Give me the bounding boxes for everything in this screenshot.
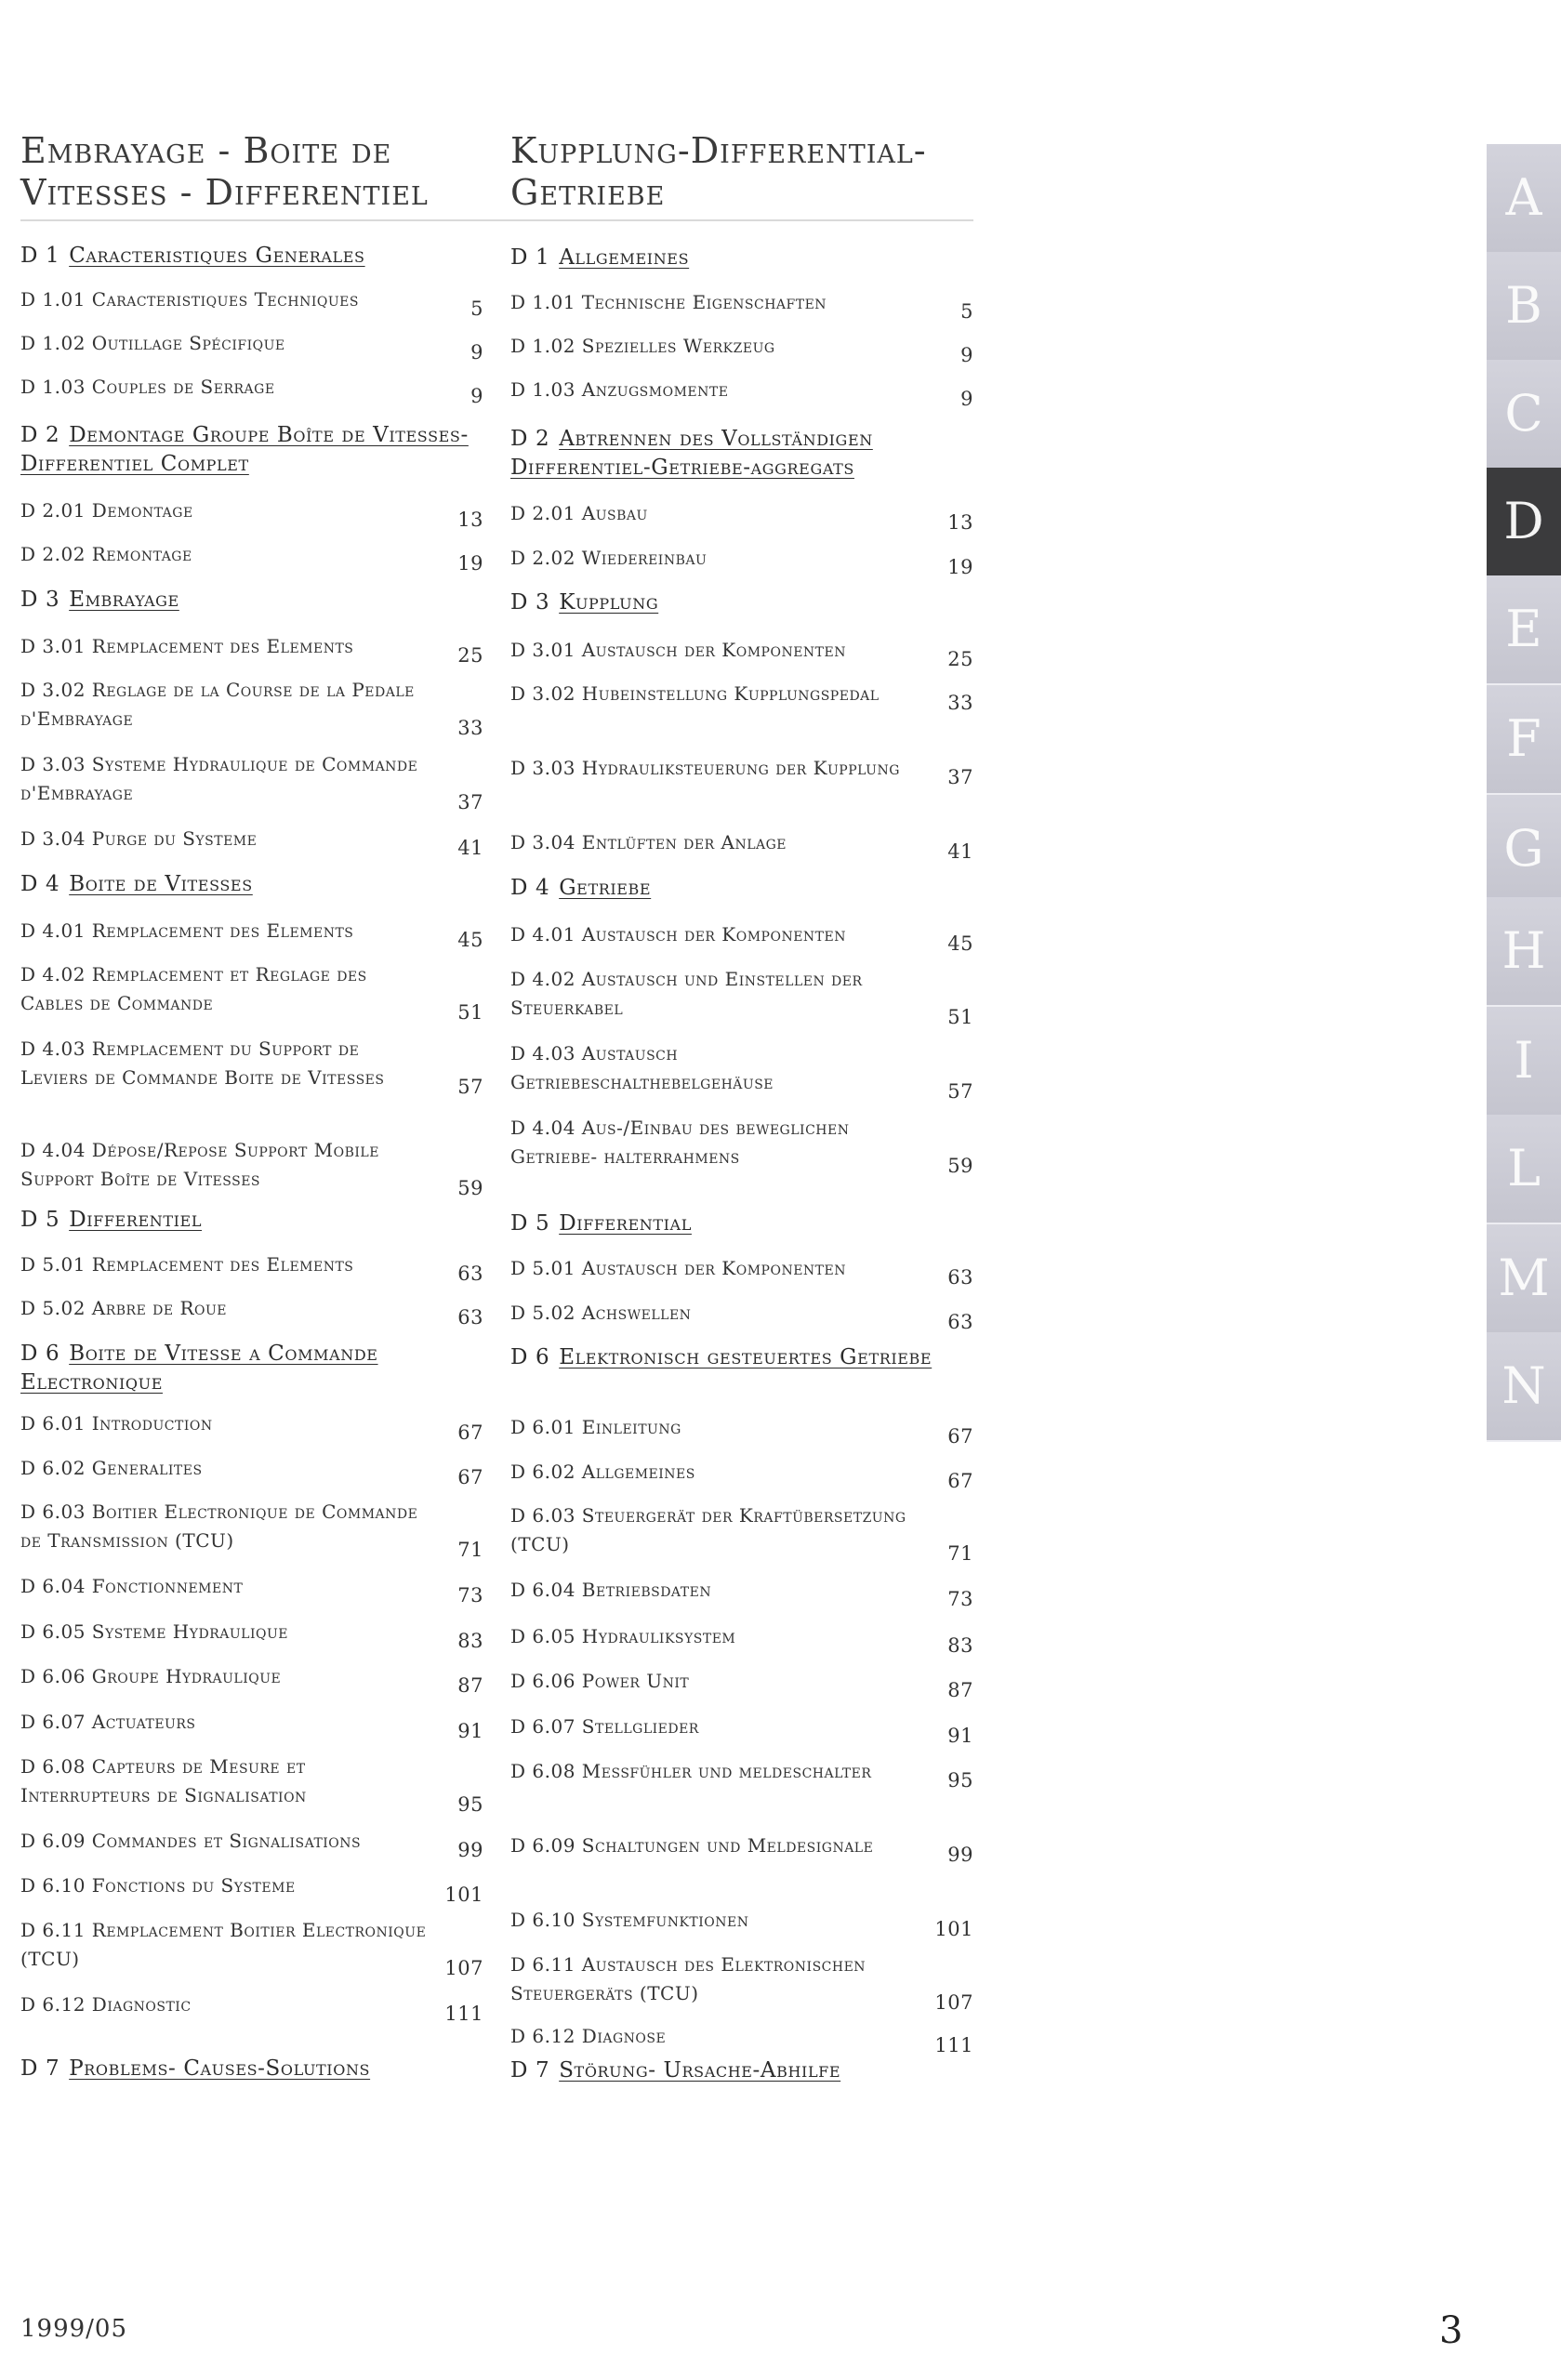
toc-entry: [20, 496, 483, 531]
section-title: Getriebe: [559, 876, 652, 900]
entry-page-number: 33: [947, 692, 973, 714]
entry-page-number: 45: [947, 932, 973, 955]
entry-page-number: 73: [947, 1588, 973, 1610]
entry-page-number: 87: [947, 1679, 973, 1701]
german-heading-line2: Getriebe: [510, 172, 666, 213]
toc-entry: [510, 1299, 973, 1333]
toc-entry: [510, 1831, 973, 1866]
toc-entry: [510, 1950, 973, 2014]
chapter-tab-m[interactable]: M: [1487, 1224, 1561, 1334]
entry-page-number: 59: [457, 1177, 483, 1199]
toc-entry: [510, 754, 973, 788]
chapter-tab-h[interactable]: H: [1487, 897, 1561, 1007]
entry-title: D 6.03 Boitier Electronique de Commande de Transmission (TCU): [20, 1501, 418, 1552]
toc-entry: [20, 1498, 483, 1561]
chapter-tab-c[interactable]: C: [1487, 360, 1561, 469]
entry-page-number: 9: [960, 388, 973, 410]
entry-title: D 6.02 Generalites: [20, 1457, 203, 1479]
entry-title: D 5.01 Remplacement des Elements: [20, 1253, 354, 1276]
entry-title: D 3.01 Remplacement des Elements: [20, 635, 354, 657]
entry-page-number: 57: [947, 1080, 973, 1103]
entry-title: D 4.04 Aus-/Einbau des beweglichen Getriebe- halterrahmens: [510, 1117, 850, 1168]
entry-page-number: 91: [947, 1725, 973, 1747]
entry-title: D 4.02 Austausch und Einstellen der Steuerkabel: [510, 968, 863, 1019]
toc-entry: [510, 544, 973, 578]
entry-page-number: 107: [444, 1957, 483, 1979]
entry-title: D 6.05 Systeme Hydraulique: [20, 1620, 288, 1643]
toc-entry: [510, 499, 973, 534]
entry-page-number: 63: [457, 1263, 483, 1285]
toc-entry: [510, 1576, 973, 1610]
section-number: D 7: [20, 2056, 60, 2081]
entry-page-number: 25: [457, 644, 483, 667]
entry-title: D 6.04 Betriebsdaten: [510, 1579, 712, 1601]
entry-title: D 4.01 Remplacement des Elements: [20, 919, 354, 942]
toc-entry: [510, 828, 973, 863]
entry-title: D 2.01 Demontage: [20, 499, 193, 522]
chapter-tab-b[interactable]: B: [1487, 252, 1561, 362]
chapter-tab-g[interactable]: G: [1487, 795, 1561, 905]
entry-title: D 6.08 Capteurs de Mesure et Interrupteurs de Signalisation: [20, 1755, 307, 1806]
entry-title: D 1.02 Spezielles Werkzeug: [510, 335, 775, 357]
entry-page-number: 111: [934, 2034, 973, 2056]
entry-title: D 3.03 Systeme Hydraulique de Commande d'Embrayage: [20, 753, 418, 804]
toc-entry: [20, 373, 483, 407]
toc-entry: [510, 920, 973, 955]
entry-title: D 6.09 Schaltungen und Meldesignale: [510, 1834, 874, 1857]
toc-section: [20, 2055, 483, 2083]
toc-entry: [510, 1712, 973, 1747]
section-title: Demontage Groupe Boîte de Vitesses-Differentiel Complet: [20, 423, 469, 476]
entry-title: D 3.04 Purge du Systeme: [20, 827, 258, 850]
chapter-tabs: [1487, 144, 1561, 2268]
entry-title: D 6.10 Fonctions du Systeme: [20, 1874, 296, 1897]
entry-page-number: 57: [457, 1076, 483, 1098]
section-title: Caracteristiques Generales: [69, 244, 365, 268]
entry-title: D 3.03 Hydrauliksteuerung der Kupplung: [510, 757, 900, 779]
toc-entry: [510, 1039, 973, 1103]
entry-title: D 1.02 Outillage Spécifique: [20, 332, 285, 354]
entry-page-number: 71: [457, 1539, 483, 1561]
entry-page-number: 33: [457, 717, 483, 739]
entry-page-number: 9: [470, 385, 483, 407]
section-number: D 6: [20, 1342, 60, 1366]
entry-page-number: 59: [947, 1155, 973, 1177]
toc-entry: [20, 1752, 483, 1816]
entry-page-number: 67: [947, 1425, 973, 1448]
entry-title: D 6.07 Stellglieder: [510, 1715, 699, 1738]
entry-title: D 6.11 Austausch des Elektronischen Steuergeräts (TCU): [510, 1953, 866, 2004]
entry-page-number: 9: [960, 344, 973, 366]
toc-section: [20, 586, 483, 615]
toc-entry: [20, 1572, 483, 1606]
toc-entry: [510, 2022, 973, 2056]
section-title: Störung- Ursache-Abhilfe: [559, 2058, 841, 2082]
section-number: D 1: [20, 244, 60, 268]
entry-title: D 5.02 Achswellen: [510, 1302, 692, 1324]
chapter-tab-l[interactable]: L: [1487, 1115, 1561, 1224]
entry-page-number: 67: [457, 1421, 483, 1444]
toc-entry: [510, 1254, 973, 1289]
entry-title: D 6.02 Allgemeines: [510, 1461, 695, 1483]
chapter-tab-i[interactable]: I: [1487, 1007, 1561, 1117]
section-title: Differentiel: [69, 1208, 203, 1232]
entry-page-number: 63: [947, 1266, 973, 1289]
toc-section: [510, 1343, 973, 1372]
entry-title: D 3.01 Austausch der Komponenten: [510, 639, 846, 661]
toc-entry: [20, 750, 483, 813]
section-title: Boite de Vitesses: [69, 872, 253, 896]
section-number: D 4: [510, 876, 550, 900]
toc-entry: [510, 376, 973, 410]
toc-entry: [20, 329, 483, 364]
entry-title: D 6.12 Diagnostic: [20, 1993, 192, 2016]
toc-entry: [510, 1906, 973, 1940]
entry-page-number: 63: [457, 1306, 483, 1329]
french-heading-line1: Embrayage - Boite de: [20, 130, 392, 171]
section-number: D 3: [510, 590, 550, 615]
toc-entry: [510, 965, 973, 1028]
toc-entry: [510, 1413, 973, 1448]
section-title: Allgemeines: [559, 245, 690, 270]
section-title: Problems- Causes-Solutions: [69, 2056, 371, 2081]
toc-entry: [20, 285, 483, 320]
entry-title: D 6.04 Fonctionnement: [20, 1575, 244, 1597]
german-heading-line1: Kupplung-Differential-: [510, 130, 927, 171]
toc-entry: [510, 1757, 973, 1792]
toc-section: [510, 874, 973, 903]
entry-title: D 1.03 Couples de Serrage: [20, 376, 275, 398]
toc-entry: [20, 632, 483, 667]
toc-entry: [20, 1916, 483, 1979]
french-heading: [20, 130, 483, 214]
section-title: Embrayage: [69, 588, 179, 612]
entry-page-number: 13: [947, 511, 973, 534]
toc-entry: [510, 1667, 973, 1701]
entry-title: D 6.01 Einleitung: [510, 1416, 681, 1438]
entry-page-number: 51: [947, 1006, 973, 1028]
entry-page-number: 87: [457, 1674, 483, 1697]
entry-page-number: 19: [947, 556, 973, 578]
toc-entry: [20, 1250, 483, 1285]
entry-page-number: 73: [457, 1584, 483, 1606]
toc-entry: [510, 636, 973, 670]
entry-title: D 2.02 Wiedereinbau: [510, 547, 708, 569]
entry-title: D 6.08 Messfühler und meldeschalter: [510, 1760, 872, 1782]
toc-section: [510, 425, 973, 483]
toc-entry: [20, 1035, 483, 1098]
entry-title: D 4.02 Remplacement et Reglage des Cables de Commande: [20, 963, 367, 1014]
toc-section: [20, 1340, 483, 1397]
entry-title: D 1.01 Technische Eigenschaften: [510, 291, 827, 313]
heading-divider: [20, 219, 973, 221]
footer-date: 1999/05: [20, 2315, 128, 2343]
entry-page-number: 25: [947, 648, 973, 670]
entry-page-number: 37: [457, 791, 483, 813]
toc-section: [510, 2056, 973, 2085]
page-number: 3: [1439, 2309, 1463, 2352]
entry-page-number: 111: [444, 2003, 483, 2025]
entry-title: D 5.01 Austausch der Komponenten: [510, 1257, 846, 1279]
entry-title: D 3.02 Hubeinstellung Kupplungspedal: [510, 682, 880, 705]
toc-entry: [20, 1990, 483, 2025]
toc-entry: [20, 1708, 483, 1742]
entry-title: D 6.06 Groupe Hydraulique: [20, 1665, 282, 1687]
section-title: Elektronisch gesteuertes Getriebe: [559, 1345, 933, 1369]
section-number: D 3: [20, 588, 60, 612]
entry-title: D 2.01 Ausbau: [510, 502, 648, 524]
entry-page-number: 91: [457, 1720, 483, 1742]
toc-entry: [510, 1622, 973, 1657]
entry-page-number: 41: [947, 840, 973, 863]
chapter-tab-d[interactable]: D: [1487, 468, 1561, 577]
toc-section: [510, 1210, 973, 1238]
toc-section: [20, 1206, 483, 1235]
toc-entry: [20, 1662, 483, 1697]
section-number: D 1: [510, 245, 550, 270]
toc-entry: [510, 332, 973, 366]
entry-title: D 4.01 Austausch der Komponenten: [510, 923, 846, 945]
entry-page-number: 5: [960, 300, 973, 323]
french-heading-line2: Vitesses - Differentiel: [20, 172, 429, 213]
entry-title: D 6.12 Diagnose: [510, 2025, 667, 2047]
section-number: D 2: [20, 423, 60, 447]
section-number: D 5: [20, 1208, 60, 1232]
toc-section: [510, 244, 973, 272]
toc-section: [20, 242, 483, 271]
entry-title: D 3.04 Entlüften der Anlage: [510, 831, 787, 853]
entry-page-number: 107: [934, 1991, 973, 2014]
toc-entry: [510, 680, 973, 714]
toc-entry: [510, 1458, 973, 1492]
toc-section: [20, 421, 483, 479]
section-number: D 5: [510, 1211, 550, 1236]
toc-entry: [20, 1136, 483, 1199]
entry-page-number: 83: [947, 1634, 973, 1657]
toc-entry: [20, 1871, 483, 1906]
toc-section: [510, 588, 973, 617]
section-title: Differential: [559, 1211, 692, 1236]
toc-entry: [20, 1409, 483, 1444]
entry-page-number: 13: [457, 509, 483, 531]
entry-page-number: 101: [934, 1918, 973, 1940]
entry-page-number: 99: [457, 1839, 483, 1861]
entry-title: D 4.03 Austausch Getriebeschalthebelgehäuse: [510, 1042, 774, 1093]
entry-page-number: 63: [947, 1311, 973, 1333]
toc-entry: [20, 825, 483, 859]
entry-page-number: 45: [457, 929, 483, 951]
section-number: D 6: [510, 1345, 550, 1369]
section-number: D 4: [20, 872, 60, 896]
section-number: D 7: [510, 2058, 550, 2082]
chapter-tab-f[interactable]: F: [1487, 685, 1561, 795]
entry-title: D 6.10 Systemfunktionen: [510, 1909, 749, 1931]
toc-entry: [20, 1618, 483, 1652]
entry-title: D 3.02 Reglage de la Course de la Pedale d'Embrayage: [20, 679, 415, 730]
entry-page-number: 99: [947, 1844, 973, 1866]
toc-entry: [20, 540, 483, 575]
entry-title: D 6.11 Remplacement Boitier Electronique (TCU): [20, 1919, 427, 1970]
toc-entry: [510, 1114, 973, 1177]
entry-title: D 1.03 Anzugsmomente: [510, 378, 729, 401]
toc-entry: [510, 1501, 973, 1565]
entry-page-number: 19: [457, 552, 483, 575]
german-heading: [510, 130, 973, 214]
entry-page-number: 51: [457, 1001, 483, 1024]
toc-entry: [20, 1294, 483, 1329]
entry-title: D 2.02 Remontage: [20, 543, 192, 565]
entry-page-number: 9: [470, 341, 483, 364]
entry-page-number: 83: [457, 1630, 483, 1652]
section-title: Abtrennen des Vollständigen Differentiel-Getriebe-aggregats: [510, 427, 873, 480]
entry-page-number: 71: [947, 1542, 973, 1565]
section-title: Kupplung: [559, 590, 659, 615]
chapter-tab-e[interactable]: E: [1487, 575, 1561, 685]
entry-page-number: 95: [457, 1793, 483, 1816]
entry-title: D 6.07 Actuateurs: [20, 1711, 196, 1733]
toc-entry: [20, 1454, 483, 1488]
entry-title: D 6.06 Power Unit: [510, 1670, 690, 1692]
chapter-tab-a[interactable]: A: [1487, 144, 1561, 254]
entry-title: D 6.03 Steuergerät der Kraftübersetzung (TCU): [510, 1504, 906, 1555]
entry-page-number: 95: [947, 1769, 973, 1792]
entry-title: D 5.02 Arbre de Roue: [20, 1297, 228, 1319]
entry-page-number: 67: [457, 1466, 483, 1488]
entry-page-number: 41: [457, 837, 483, 859]
toc-section: [20, 870, 483, 899]
entry-title: D 4.04 Dépose/Repose Support Mobile Support Boîte de Vitesses: [20, 1139, 379, 1190]
entry-page-number: 101: [444, 1884, 483, 1906]
entry-page-number: 5: [470, 298, 483, 320]
entry-page-number: 67: [947, 1470, 973, 1492]
toc-entry: [20, 960, 483, 1024]
toc-entry: [20, 1827, 483, 1861]
toc-entry: [510, 288, 973, 323]
toc-entry: [20, 917, 483, 951]
toc-entry: [20, 676, 483, 739]
chapter-tab-n[interactable]: N: [1487, 1332, 1561, 1442]
entry-page-number: 37: [947, 766, 973, 788]
section-title: Boite de Vitesse a Commande Electronique: [20, 1342, 378, 1395]
entry-title: D 6.05 Hydrauliksystem: [510, 1625, 736, 1647]
entry-title: D 4.03 Remplacement du Support de Leviers de Commande Boite de Vitesses: [20, 1038, 385, 1089]
section-number: D 2: [510, 427, 550, 451]
entry-title: D 6.01 Introduction: [20, 1412, 213, 1435]
entry-title: D 1.01 Caracteristiques Techniques: [20, 288, 359, 311]
entry-title: D 6.09 Commandes et Signalisations: [20, 1830, 362, 1852]
